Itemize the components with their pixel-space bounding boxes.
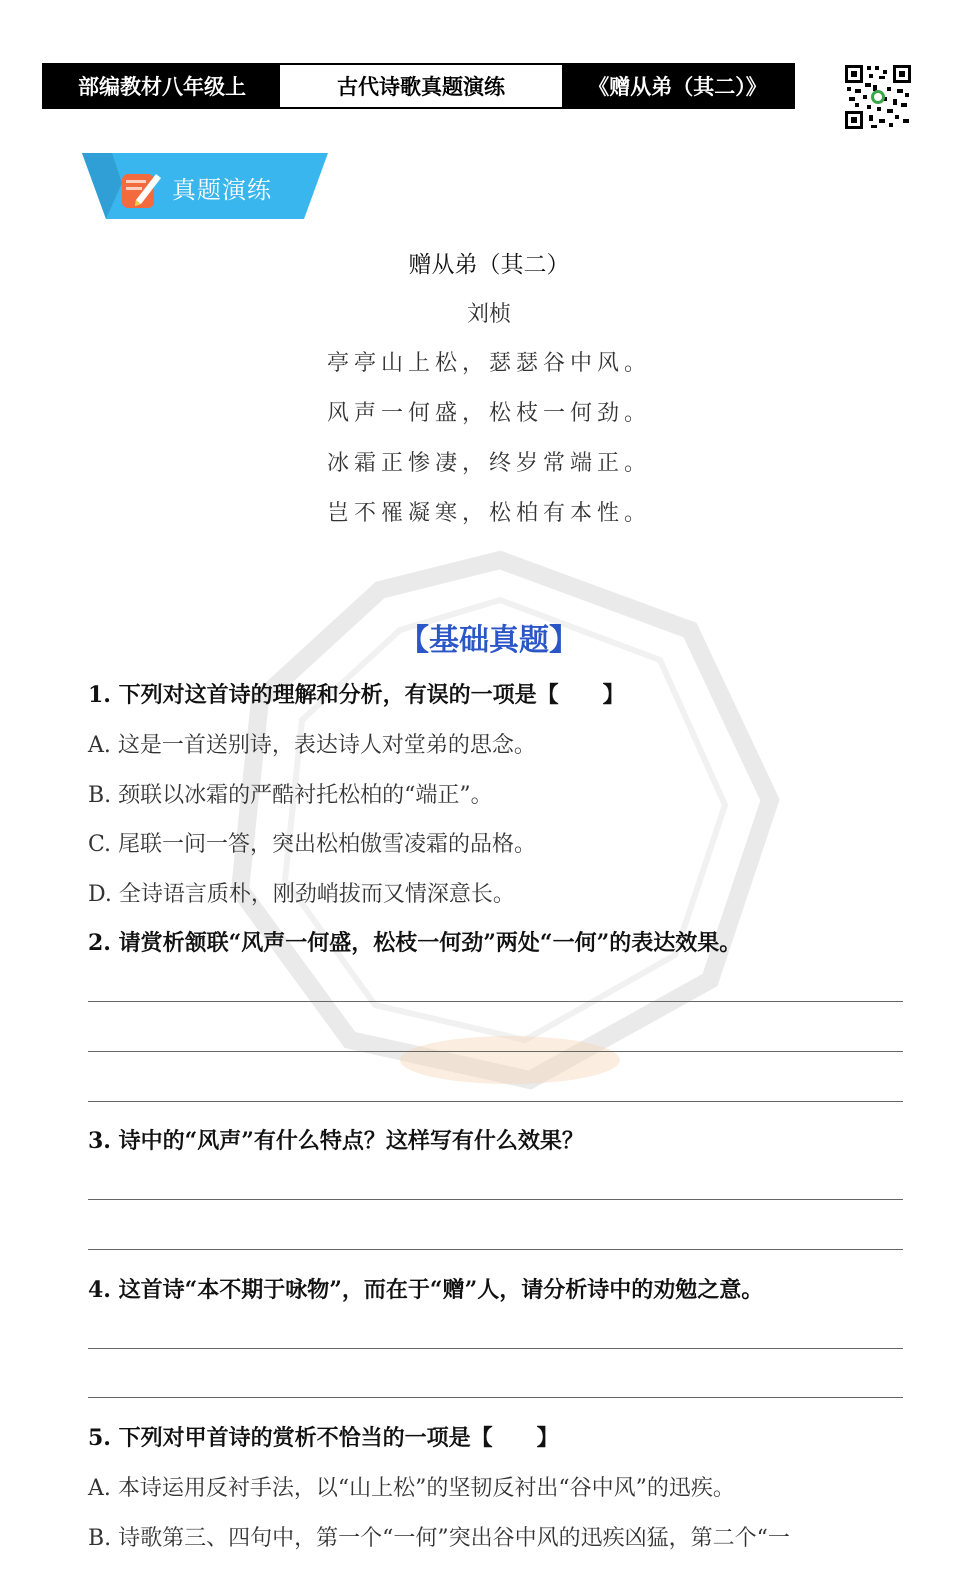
poem-line: 岂不罹凝寒，松柏有本性。 bbox=[326, 501, 651, 526]
question-1-option-b: B. 颈联以冰霜的严酷衬托松柏的“端正”。 bbox=[88, 783, 493, 808]
question-3: 3. 诗中的“风声”有什么特点？这样写有什么效果？ bbox=[88, 1128, 584, 1154]
header-poem: 《赠从弟（其二）》 bbox=[562, 65, 793, 107]
answer-line[interactable] bbox=[88, 1101, 903, 1102]
poem-line: 风声一何盛，松枝一何劲。 bbox=[326, 401, 651, 426]
header-topic: 古代诗歌真题演练 bbox=[280, 65, 562, 107]
question-1-option-a: A. 这是一首送别诗，表达诗人对堂弟的思念。 bbox=[88, 733, 536, 758]
qr-code-icon bbox=[843, 63, 913, 131]
header-textbook: 部编教材八年级上 bbox=[44, 65, 280, 107]
question-5: 5. 下列对甲首诗的赏析不恰当的一项是【 】 bbox=[88, 1425, 559, 1451]
answer-line[interactable] bbox=[88, 1397, 903, 1398]
question-5-option-a: A. 本诗运用反衬手法，以“山上松”的坚韧反衬出“谷中风”的迅疾。 bbox=[88, 1476, 735, 1501]
question-1: 1. 下列对这首诗的理解和分析，有误的一项是【 】 bbox=[88, 682, 625, 708]
question-2: 2. 请赏析颔联“风声一何盛，松枝一何劲”两处“一何”的表达效果。 bbox=[88, 930, 742, 956]
answer-line[interactable] bbox=[88, 1249, 903, 1250]
banner-label: 真题演练 bbox=[172, 176, 272, 204]
pencil-notebook-icon bbox=[120, 170, 162, 210]
header-bar bbox=[42, 63, 795, 109]
section-title: 【基础真题】 bbox=[399, 623, 579, 658]
question-1-option-c: C. 尾联一问一答，突出松柏傲雪凌霜的品格。 bbox=[88, 832, 537, 857]
question-4: 4. 这首诗“本不期于咏物”，而在于“赠”人，请分析诗中的劝勉之意。 bbox=[88, 1277, 764, 1303]
answer-line[interactable] bbox=[88, 1001, 903, 1002]
poem-line: 亭亭山上松，瑟瑟谷中风。 bbox=[326, 351, 651, 376]
poem-title: 赠从弟（其二） bbox=[408, 252, 570, 278]
question-1-option-d: D. 全诗语言质朴，刚劲峭拔而又情深意长。 bbox=[88, 882, 515, 907]
answer-line[interactable] bbox=[88, 1051, 903, 1052]
answer-line[interactable] bbox=[88, 1348, 903, 1349]
poem-line: 冰霜正惨凄，终岁常端正。 bbox=[326, 451, 651, 476]
question-5-option-b: B. 诗歌第三、四句中，第一个“一何”突出谷中风的迅疾凶猛，第二个“一 bbox=[88, 1526, 790, 1551]
poem-author: 刘桢 bbox=[466, 302, 511, 327]
answer-line[interactable] bbox=[88, 1199, 903, 1200]
